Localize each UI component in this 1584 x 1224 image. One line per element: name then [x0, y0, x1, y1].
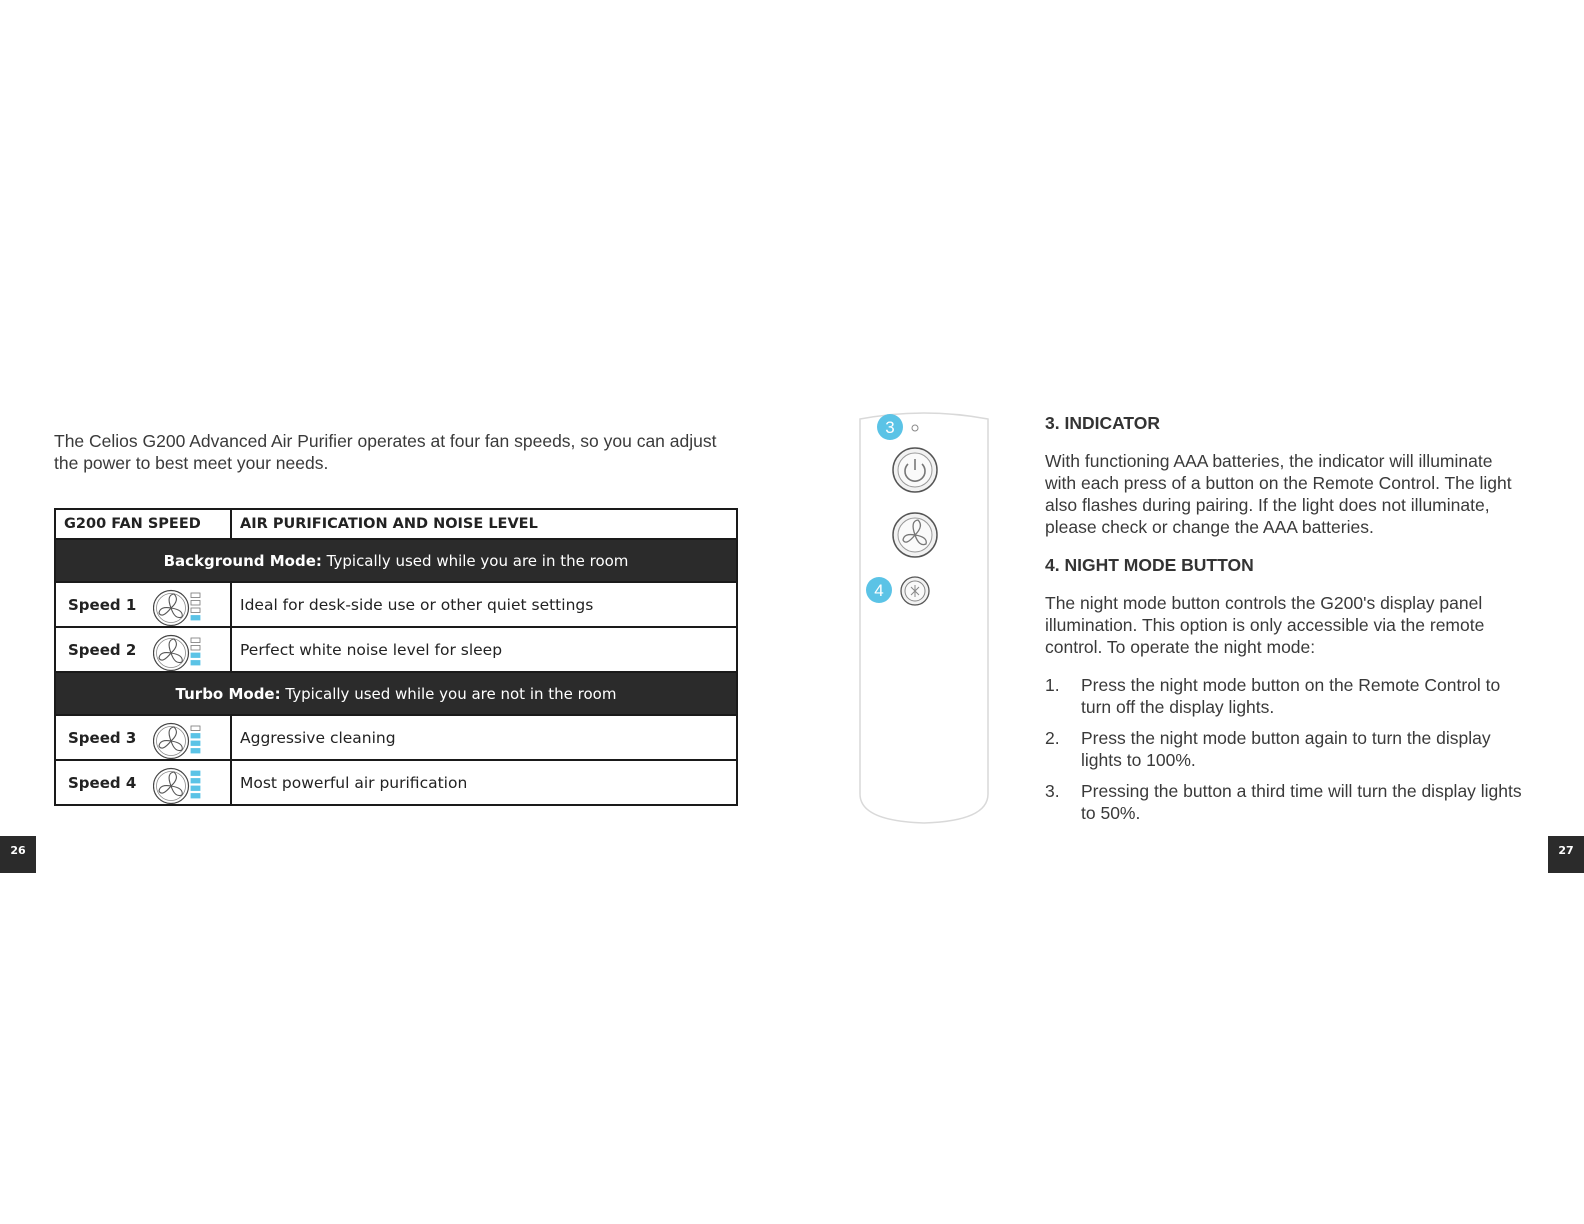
header-purification-level: AIR PURIFICATION AND NOISE LEVEL — [231, 509, 737, 539]
step-number: 1. — [1045, 675, 1060, 695]
speed-description: Most powerful air purification — [231, 760, 737, 805]
speed-description: Aggressive cleaning — [231, 715, 737, 760]
level-bar — [191, 794, 200, 799]
turbo-mode-row — [55, 672, 737, 715]
level-bar — [191, 608, 200, 613]
level-bar — [191, 734, 200, 739]
level-bar — [191, 646, 200, 651]
speed-label: Speed 4 — [68, 773, 137, 792]
fan-button-icon — [893, 513, 937, 557]
header-fan-speed: G200 FAN SPEED — [55, 509, 231, 539]
power-button-icon — [893, 448, 937, 492]
level-bar — [191, 749, 200, 754]
list-item — [1045, 674, 1525, 718]
table-row — [55, 627, 737, 672]
fan-blades-icon — [159, 639, 182, 663]
intro-paragraph: The Celios G200 Advanced Air Purifier operates at four fan speeds, so you can adjust the power to best meet your needs. — [54, 431, 717, 473]
table-row — [55, 582, 737, 627]
step-number: 3. — [1045, 781, 1060, 801]
table-row — [55, 760, 737, 805]
night-mode-button-icon — [901, 577, 929, 605]
callout-4-number: 4 — [874, 581, 884, 600]
level-bar — [191, 601, 200, 606]
night-mode-heading: 4. NIGHT MODE BUTTON — [1045, 555, 1254, 575]
level-bar — [191, 653, 200, 658]
page-number-right: 27 — [1548, 836, 1584, 873]
level-bar — [191, 786, 200, 791]
step-text: Press the night mode button on the Remote Control to turn off the display lights. — [1081, 675, 1501, 717]
speed-description: Ideal for desk-side use or other quiet settings — [231, 582, 737, 627]
indicator-heading: 3. INDICATOR — [1045, 413, 1161, 433]
step-number: 2. — [1045, 728, 1060, 748]
list-item — [1045, 780, 1525, 824]
speed-label: Speed 2 — [68, 640, 137, 659]
level-bar — [191, 771, 200, 776]
fan-blades-icon — [159, 772, 182, 796]
turbo-mode-label: Turbo Mode: — [175, 684, 281, 703]
speed-label: Speed 1 — [68, 595, 137, 614]
table-row — [55, 715, 737, 760]
speed-description: Perfect white noise level for sleep — [231, 627, 737, 672]
indicator-body: With functioning AAA batteries, the indicator will illuminate with each press of a button on the Remote Control. The light also flashes during pairing. If the light does not illuminate, please check or change the AAA batteries. — [1045, 451, 1512, 537]
fan-speed-icon — [153, 766, 205, 806]
night-mode-body: The night mode button controls the G200's display panel illumination. This option is only accessible via the remote control. To operate the night mode: — [1045, 593, 1485, 657]
level-bar — [191, 661, 200, 666]
fan-speed-icon — [153, 588, 205, 628]
table-header-row — [55, 509, 737, 539]
callout-3-number: 3 — [885, 418, 895, 437]
background-mode-row — [55, 539, 737, 582]
background-mode-label: Background Mode: — [163, 551, 322, 570]
turbo-mode-text: Typically used while you are not in the room — [285, 684, 617, 703]
remote-instructions — [1045, 412, 1525, 833]
level-bar — [191, 726, 200, 731]
background-mode-text: Typically used while you are in the room — [326, 551, 629, 570]
list-item — [1045, 727, 1525, 771]
night-mode-steps — [1045, 674, 1525, 824]
step-text: Pressing the button a third time will turn the display lights to 50%. — [1081, 781, 1522, 823]
remote-control-illustration — [858, 409, 994, 829]
step-text: Press the night mode button again to turn the display lights to 100%. — [1081, 728, 1491, 770]
level-bar — [191, 779, 200, 784]
speed-label: Speed 3 — [68, 728, 137, 747]
level-bar — [191, 741, 200, 746]
fan-speed-icon — [153, 721, 205, 761]
level-bar — [191, 616, 200, 621]
level-bar — [191, 593, 200, 598]
fan-blades-icon — [159, 594, 182, 618]
level-bar — [191, 638, 200, 643]
fan-speed-table — [54, 508, 738, 806]
page-number-left: 26 — [0, 836, 36, 873]
fan-blades-icon — [159, 727, 182, 751]
fan-speed-icon — [153, 633, 205, 673]
